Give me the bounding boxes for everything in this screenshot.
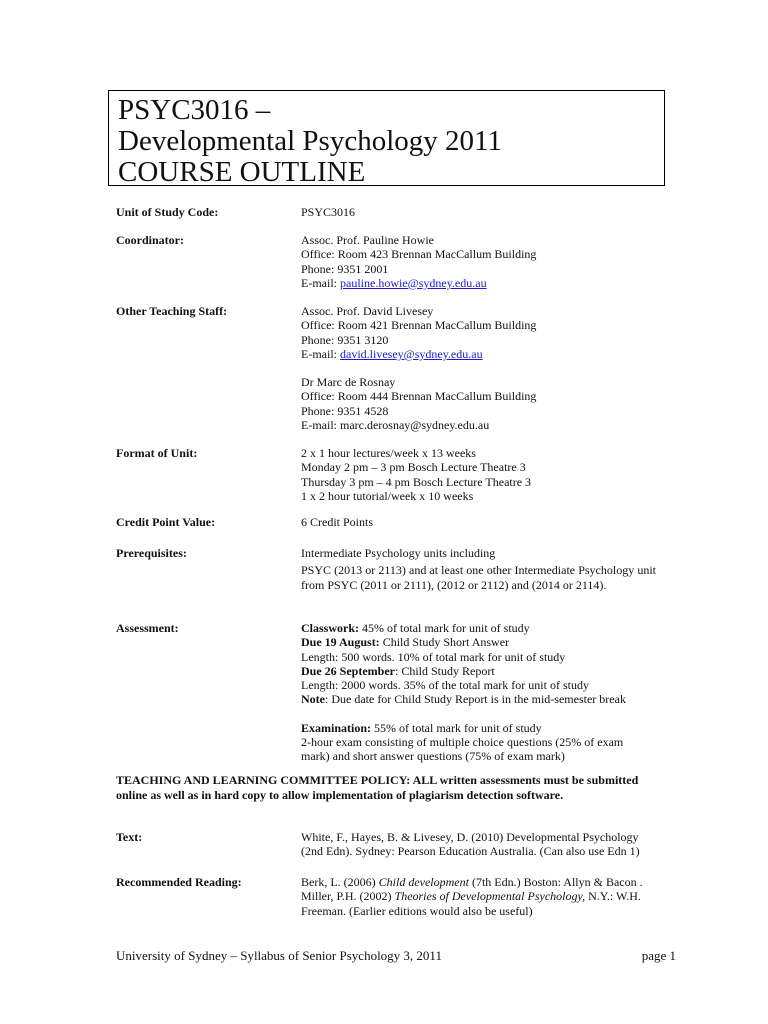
- due2-heading: Due 26 September: [301, 663, 395, 678]
- staff1-email-link[interactable]: david.livesey@sydney.edu.au: [340, 346, 483, 361]
- coordinator-name: Assoc. Prof. Pauline Howie: [301, 233, 434, 247]
- text-line2: (2nd Edn). Sydney: Pearson Education Australia. (Can also use Edn 1): [301, 844, 640, 859]
- note-heading: Note: [301, 692, 325, 707]
- note-line: [301, 692, 656, 706]
- staff2-email: E-mail: marc.derosnay@sydney.edu.au: [301, 418, 490, 433]
- due1-line: [301, 635, 656, 649]
- staff1-phone: Phone: 9351 3120: [301, 332, 389, 347]
- due2-line: [301, 664, 656, 678]
- prerequisites-line1: Intermediate Psychology units including: [301, 546, 496, 560]
- length2-line: Length: 2000 words. 35% of the total mark for unit of study: [301, 678, 589, 693]
- unit-code-value: PSYC3016: [301, 205, 356, 219]
- ref2-title: Theories of Developmental Psychology,: [394, 889, 586, 904]
- email-prefix: E-mail:: [301, 346, 340, 361]
- title-box: [108, 90, 665, 186]
- course-name-title: Developmental Psychology 2011: [118, 125, 502, 157]
- format-line: Monday 2 pm – 3 pm Bosch Lecture Theatre 3: [301, 460, 526, 475]
- coordinator-phone: Phone: 9351 2001: [301, 261, 389, 276]
- course-outline-title: COURSE OUTLINE: [118, 156, 366, 188]
- staff1-email-line: [301, 347, 656, 361]
- format-label: Format of Unit:: [116, 446, 198, 460]
- coordinator-email-link[interactable]: pauline.howie@sydney.edu.au: [340, 275, 487, 290]
- note-text: : Due date for Child Study Report is in the mid-semester break: [325, 692, 626, 707]
- due1-heading: Due 19 August:: [301, 635, 380, 650]
- ref2-author: Miller, P.H. (2002): [301, 889, 395, 904]
- text-line1: White, F., Hayes, B. & Livesey, D. (2010) Developmental Psychology: [301, 830, 639, 844]
- ref1-title: Child development: [378, 875, 469, 889]
- unit-code-label: Unit of Study Code:: [116, 205, 219, 219]
- assessment-label: Assessment:: [116, 621, 179, 635]
- recommended-line2: [301, 889, 656, 903]
- coordinator-email-line: [301, 276, 656, 290]
- exam-line2: 2-hour exam consisting of multiple choice questions (25% of exam: [301, 735, 624, 750]
- recommended-line3: Freeman. (Earlier editions would also be useful): [301, 903, 533, 918]
- coordinator-office: Office: Room 423 Brennan MacCallum Building: [301, 247, 537, 262]
- staff1-office: Office: Room 421 Brennan MacCallum Building: [301, 318, 537, 333]
- other-staff-label: Other Teaching Staff:: [116, 304, 228, 318]
- credit-label: Credit Point Value:: [116, 515, 216, 529]
- page-number: page 1: [641, 948, 676, 963]
- classwork-heading: Classwork:: [301, 621, 360, 635]
- recommended-line1: [301, 875, 656, 889]
- footer-title: University of Sydney – Syllabus of Senior Psychology 3, 2011: [116, 948, 442, 963]
- course-code-title: PSYC3016 –: [118, 94, 271, 126]
- classwork-line: [301, 621, 656, 635]
- classwork-text: 45% of total mark for unit of study: [359, 621, 530, 635]
- format-line: 2 x 1 hour lectures/week x 13 weeks: [301, 446, 476, 460]
- exam-line: [301, 721, 656, 735]
- exam-heading: Examination:: [301, 720, 372, 735]
- coordinator-label: Coordinator:: [116, 233, 184, 247]
- text-label: Text:: [116, 830, 143, 844]
- ref1-publisher: (7th Edn.) Boston: Allyn & Bacon .: [468, 875, 643, 889]
- exam-line3: mark) and short answer questions (75% of exam mark): [301, 749, 565, 764]
- format-line: Thursday 3 pm – 4 pm Bosch Lecture Theatre 3: [301, 474, 532, 489]
- ref2-publisher: N.Y.: W.H.: [585, 889, 641, 904]
- ref1-author: Berk, L. (2006): [301, 875, 379, 889]
- due1-text: Child Study Short Answer: [379, 635, 510, 650]
- staff2-name: Dr Marc de Rosnay: [301, 375, 396, 390]
- staff2-office: Office: Room 444 Brennan MacCallum Building: [301, 389, 537, 404]
- prerequisites-line2: PSYC (2013 or 2113) and at least one other Intermediate Psychology unit from PSYC (2011 or 2111), (2012 or 2112) and (2014 or 2114).: [301, 563, 656, 592]
- credit-value: 6 Credit Points: [301, 515, 374, 529]
- email-prefix: E-mail:: [301, 275, 340, 290]
- exam-text: 55% of total mark for unit of study: [371, 720, 542, 735]
- staff1-name: Assoc. Prof. David Livesey: [301, 304, 434, 318]
- format-line: 1 x 2 hour tutorial/week x 10 weeks: [301, 488, 474, 503]
- recommended-label: Recommended Reading:: [116, 875, 242, 889]
- due2-text: : Child Study Report: [394, 663, 495, 678]
- length1-line: Length: 500 words. 10% of total mark for unit of study: [301, 649, 566, 664]
- staff2-phone: Phone: 9351 4528: [301, 403, 389, 418]
- prerequisites-label: Prerequisites:: [116, 546, 187, 560]
- policy-notice: TEACHING AND LEARNING COMMITTEE POLICY: ALL written assessments must be submitted online as well as in hard copy to allow implementation of plagiarism detection software.: [116, 773, 639, 802]
